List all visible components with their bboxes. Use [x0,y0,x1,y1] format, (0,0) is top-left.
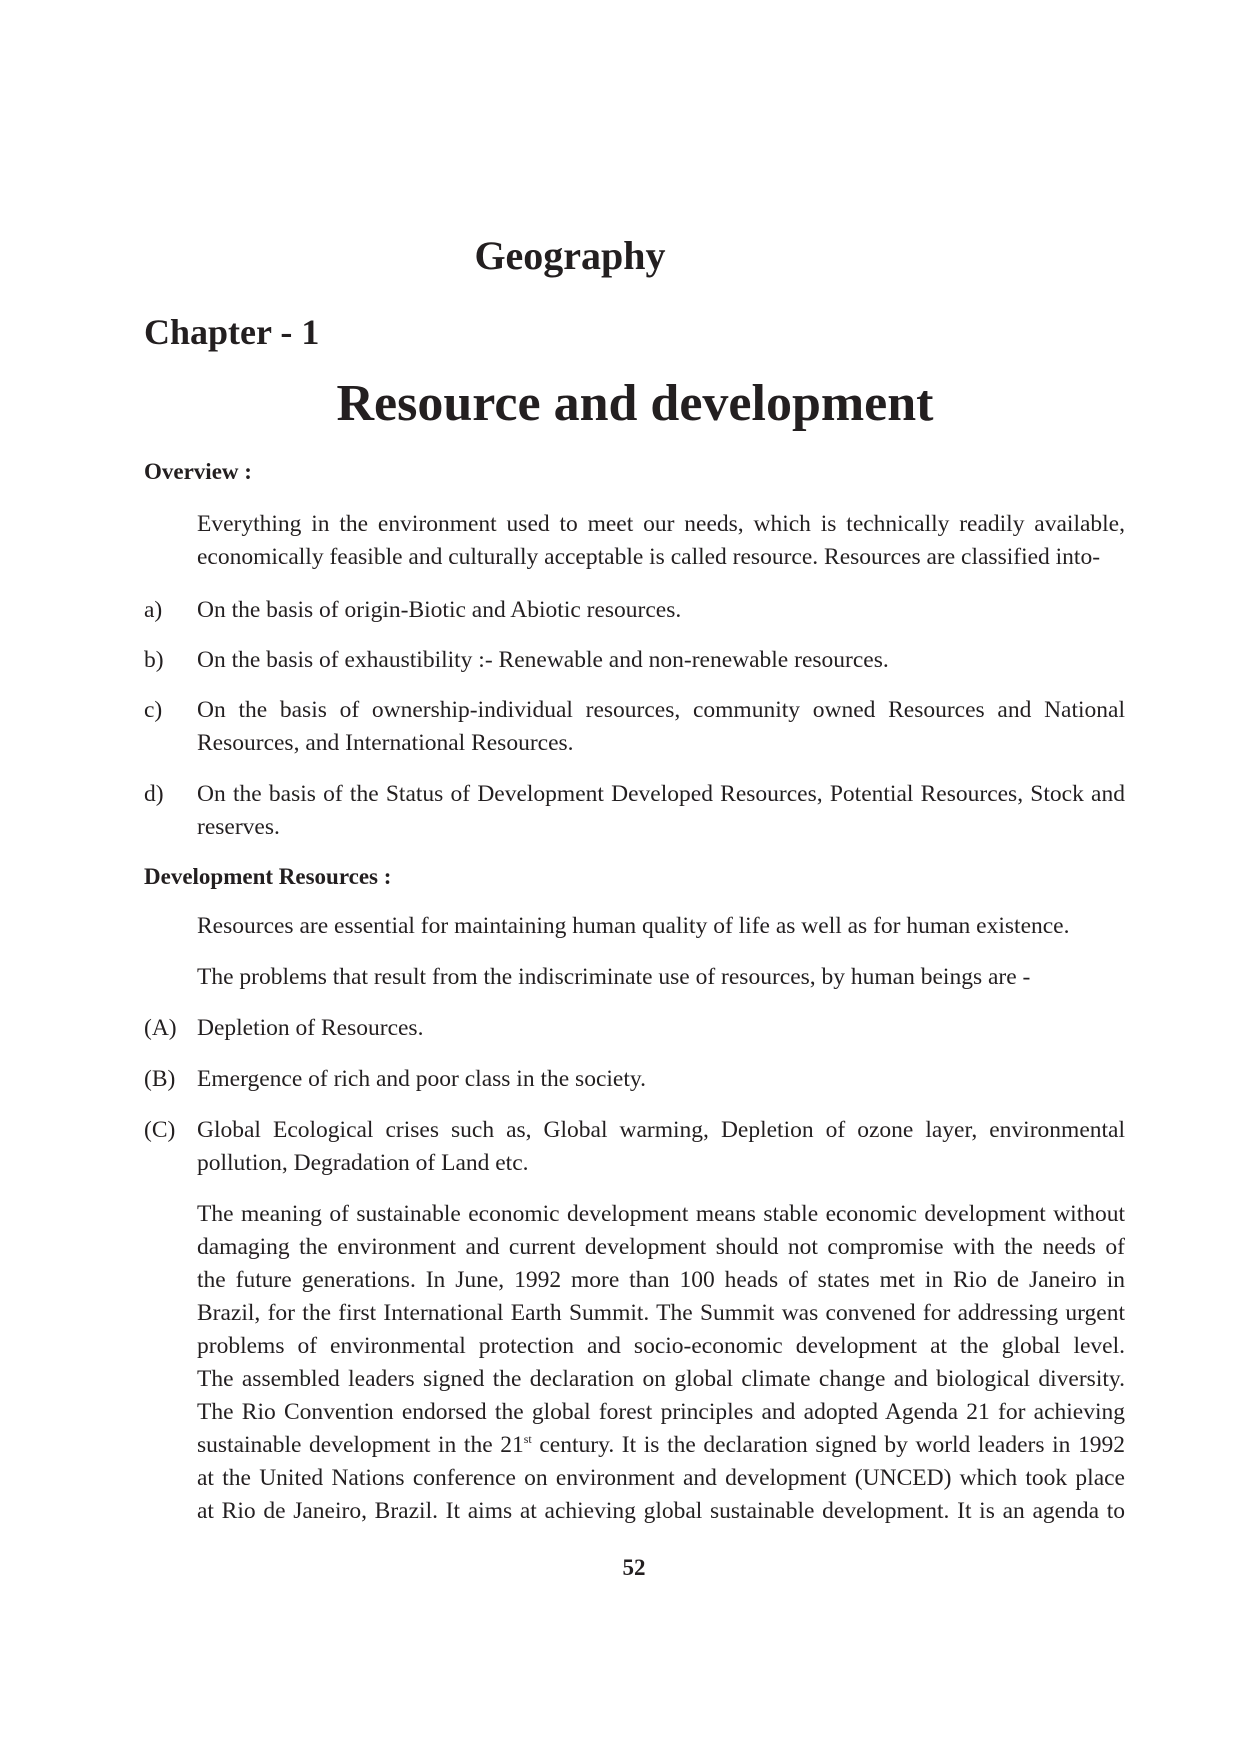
item-marker: d) [144,781,164,807]
item-text: Global Ecological crises such as, Global warming, Depletion of ozone layer, environmental pollution, Degradation of Land etc. [197,1117,1125,1176]
item-marker: (A) [144,1015,177,1041]
item-marker: b) [144,647,164,673]
item-text: Depletion of Resources. [197,1015,424,1041]
overview-item-a [144,594,1125,627]
item-text: On the basis of exhaustibility :- Renewable and non-renewable resources. [197,647,889,673]
paragraph-line: problems of environmental protection and socio-economic development at the global level. [197,1333,1125,1359]
item-marker: a) [144,597,163,623]
line-text: century. It is the declaration signed by world leaders in 1992 [531,1432,1125,1458]
paragraph-line: at Rio de Janeiro, Brazil. It aims at achieving global sustainable development. It is an agenda to [197,1498,1125,1524]
problem-item-c [144,1114,1125,1180]
overview-item-d [144,778,1125,844]
chapter-title: Resource and development [336,375,934,432]
paragraph-line: The Rio Convention endorsed the global forest principles and adopted Agenda 21 for achieving [197,1399,1125,1425]
development-heading: Development Resources : [144,864,392,889]
sustainable-development-paragraph [197,1198,1125,1528]
overview-item-b [144,644,1125,677]
item-marker: c) [144,697,163,723]
paragraph-line [197,1429,1125,1462]
problem-item-a [144,1012,1125,1045]
overview-heading: Overview : [144,459,252,484]
paragraph-line: The assembled leaders signed the declaration on global climate change and biological diversity. [197,1366,1125,1392]
ordinal-suffix: st [523,1432,532,1446]
page-number: 52 [622,1555,646,1580]
item-text: On the basis of the Status of Development Developed Resources, Potential Resources, Stock and reserves. [197,781,1125,840]
overview-intro: Everything in the environment used to meet our needs, which is technically readily available, economically feasible and culturally acceptable is called resource. Resources are classified into- [197,511,1125,570]
development-para-1: Resources are essential for maintaining human quality of life as well as for human existence. [197,913,1070,939]
development-para-2: The problems that result from the indiscriminate use of resources, by human beings are - [197,964,1031,990]
item-text: On the basis of ownership-individual resources, community owned Resources and National Resources, and International Resources. [197,697,1125,756]
subject-heading: Geography [474,233,666,278]
item-marker: (B) [144,1066,176,1092]
paragraph-line: The meaning of sustainable economic development means stable economic development without [197,1201,1125,1227]
overview-item-c [144,694,1125,760]
paragraph-line: at the United Nations conference on environment and development (UNCED) which took place [197,1465,1125,1491]
paragraph-line: Brazil, for the first International Earth Summit. The Summit was convened for addressing urgent [197,1300,1125,1326]
item-text: On the basis of origin-Biotic and Abiotic resources. [197,597,682,623]
paragraph-line: the future generations. In June, 1992 more than 100 heads of states met in Rio de Janeiro in [197,1267,1125,1293]
paragraph-line: damaging the environment and current development should not compromise with the needs of [197,1234,1125,1260]
item-marker: (C) [144,1117,176,1143]
problem-item-b [144,1063,1125,1096]
line-text: sustainable development in the 21 [197,1432,524,1458]
item-text: Emergence of rich and poor class in the society. [197,1066,646,1092]
chapter-heading: Chapter - 1 [144,312,320,352]
